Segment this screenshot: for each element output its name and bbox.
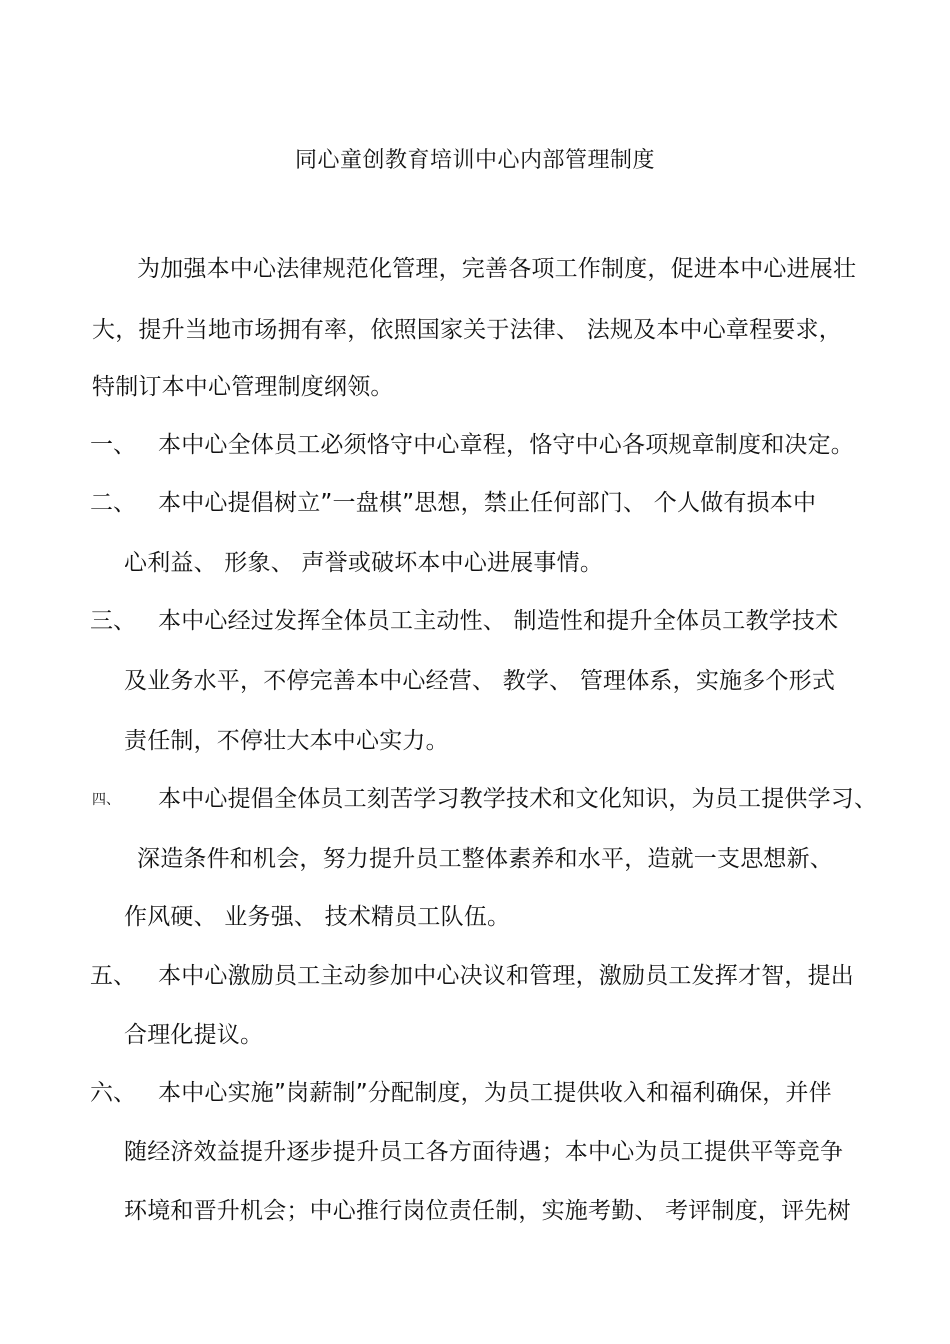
- item-5-line-1: 本中心激励员工主动参加中心决议和管理，激励员工发挥才智，提出: [158, 963, 854, 989]
- intro-line-1: 为加强本中心法律规范化管理，完善各项工作制度，促进本中心进展壮: [137, 256, 857, 282]
- item-2-line-1: 本中心提倡树立”一盘棋”思想，禁止任何部门、 个人做有损本中: [158, 490, 817, 516]
- item-3-line-3: 责任制，不停壮大本中心实力。: [124, 728, 449, 754]
- item-2-number: 二、: [90, 490, 136, 516]
- item-3-line-1: 本中心经过发挥全体员工主动性、 制造性和提升全体员工教学技术: [158, 608, 839, 634]
- item-5-number: 五、: [90, 963, 136, 989]
- item-4-line-1: 本中心提倡全体员工刻苦学习教学技术和文化知识，为员工提供学习、: [158, 786, 878, 812]
- item-6-number: 六、: [90, 1080, 136, 1106]
- item-1-number: 一、: [90, 432, 136, 458]
- item-3-line-2: 及业务水平，不停完善本中心经营、 教学、 管理体系，实施多个形式: [124, 668, 836, 694]
- item-3-number: 三、: [90, 608, 136, 634]
- item-4-number: 四、: [92, 792, 120, 808]
- item-1-line-1: 本中心全体员工必须恪守中心章程，恪守中心各项规章制度和决定。: [158, 432, 854, 458]
- item-5-line-2: 合理化提议。: [124, 1022, 264, 1048]
- document-title: 同心童创教育培训中心内部管理制度: [294, 148, 655, 173]
- intro-line-2: 大，提升当地市场拥有率，依照国家关于法律、 法规及本中心章程要求，: [92, 317, 842, 343]
- item-4-line-2: 深造条件和机会，努力提升员工整体素养和水平，造就一支思想新、: [137, 846, 833, 872]
- intro-line-3: 特制订本中心管理制度纲领。: [92, 374, 394, 400]
- item-6-line-2: 随经济效益提升逐步提升员工各方面待遇；本中心为员工提供平等竞争: [124, 1139, 844, 1165]
- item-4-line-3: 作风硬、 业务强、 技术精员工队伍。: [124, 904, 511, 930]
- item-6-line-3: 环境和晋升机会；中心推行岗位责任制，实施考勤、 考评制度，评先树: [124, 1198, 851, 1224]
- item-2-line-2: 心利益、 形象、 声誉或破坏本中心进展事情。: [124, 550, 604, 576]
- item-6-line-1: 本中心实施”岗薪制”分配制度，为员工提供收入和福利确保，并伴: [158, 1080, 832, 1106]
